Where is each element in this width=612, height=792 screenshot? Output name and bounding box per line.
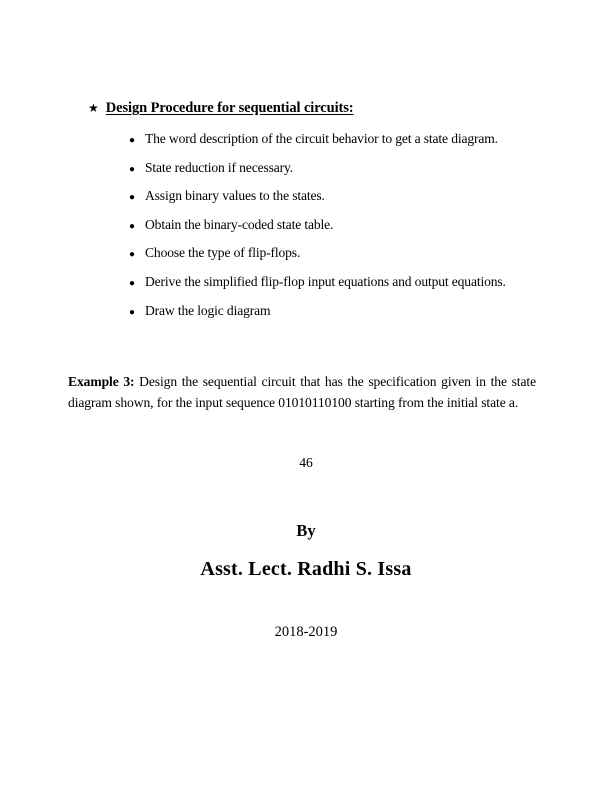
section-heading-text: Design Procedure for sequential circuits: <box>105 100 354 116</box>
list-item-label: The word description of the circuit behavior to get a state diagram. <box>145 131 498 146</box>
author-name: Asst. Lect. Radhi S. Issa <box>200 558 412 580</box>
list-item <box>129 245 549 274</box>
list-item <box>129 131 549 160</box>
bullet-dot-icon: ● <box>129 192 136 204</box>
by-label: By <box>296 521 316 540</box>
star-icon: ★ <box>88 101 99 115</box>
list-item-label: Derive the simplified flip-flop input equations and output equations. <box>145 273 506 289</box>
list-item-label: Draw the logic diagram <box>145 302 271 318</box>
bullet-dot-icon: ● <box>129 249 136 261</box>
example-label: Example 3: <box>68 373 135 389</box>
bullet-dot-icon: ● <box>129 220 136 232</box>
bullet-dot-icon: ● <box>129 277 136 289</box>
page-number: 46 <box>299 455 313 470</box>
procedure-list <box>129 131 549 331</box>
academic-year: 2018-2019 <box>274 624 338 640</box>
example-body-text: Design the sequential circuit that has the specification given in the state diagram shown, for the input sequence 01010110100 starting from the initial state a. <box>68 373 536 411</box>
example-paragraph <box>68 371 536 414</box>
bullet-dot-icon: ● <box>129 135 136 146</box>
list-item-label: Assign binary values to the states. <box>145 188 325 204</box>
list-item-label: Obtain the binary-coded state table. <box>145 216 334 232</box>
list-item <box>129 188 549 217</box>
list-item-label: Choose the type of flip-flops. <box>145 245 301 261</box>
bullet-dot-icon: ● <box>129 163 136 175</box>
list-item <box>129 274 549 303</box>
list-item <box>129 160 549 189</box>
list-item <box>129 303 549 332</box>
list-item-label: State reduction if necessary. <box>145 159 294 175</box>
bullet-dot-icon: ● <box>129 306 136 318</box>
list-item <box>129 217 549 246</box>
section-heading <box>88 100 354 117</box>
